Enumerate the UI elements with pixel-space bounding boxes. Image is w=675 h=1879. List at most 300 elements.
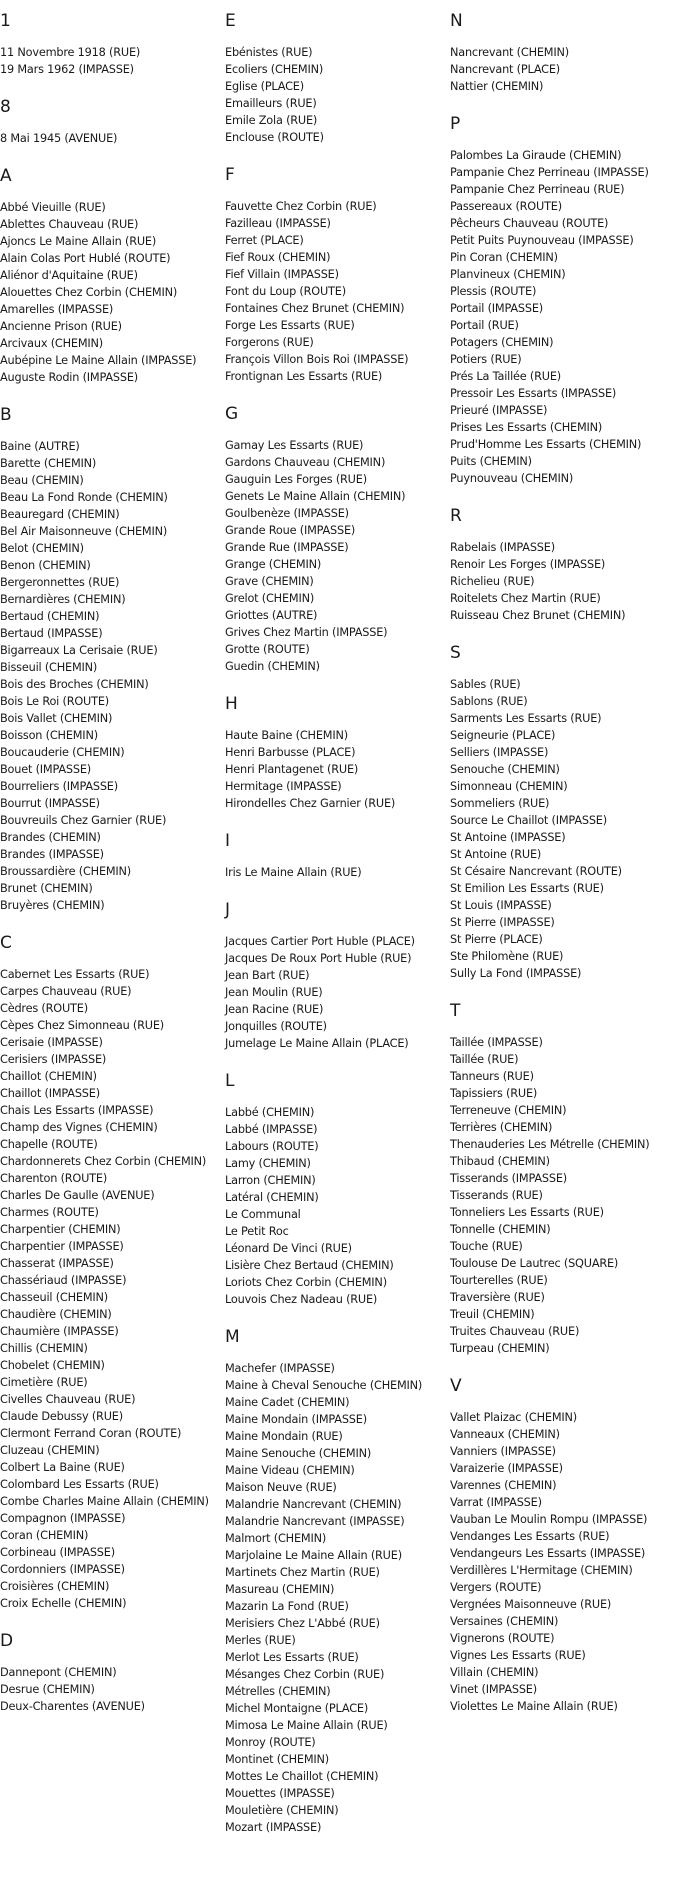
street-entry: Fief Roux (CHEMIN): [225, 251, 331, 264]
street-entry: Eglise (PLACE): [225, 80, 304, 93]
section-letter-heading: L: [225, 1071, 235, 1091]
street-entry: Auguste Rodin (IMPASSE): [0, 371, 138, 384]
street-entry: Versaines (CHEMIN): [450, 1615, 559, 1628]
street-entry: Bertaud (CHEMIN): [0, 610, 100, 623]
street-entry: Jean Racine (RUE): [225, 1003, 324, 1016]
street-list: [450, 1034, 675, 1357]
street-entry: Cerisaie (IMPASSE): [0, 1036, 103, 1049]
street-entry: Cluzeau (CHEMIN): [0, 1444, 100, 1457]
street-entry: Grange (CHEMIN): [225, 558, 322, 571]
street-entry: Brandes (IMPASSE): [0, 848, 104, 861]
street-entry: Desrue (CHEMIN): [0, 1683, 95, 1696]
street-entry: Maine Mondain (IMPASSE): [225, 1413, 367, 1426]
street-entry: Fauvette Chez Corbin (RUE): [225, 200, 377, 213]
street-entry: Gauguin Les Forges (RUE): [225, 473, 367, 486]
street-entry: Jacques De Roux Port Huble (RUE): [225, 952, 412, 965]
street-entry: Chardonnerets Chez Corbin (CHEMIN): [0, 1155, 207, 1168]
street-entry: Prieuré (IMPASSE): [450, 404, 548, 417]
street-entry: Planvineux (CHEMIN): [450, 268, 566, 281]
street-entry: Touche (RUE): [450, 1240, 523, 1253]
street-entry: Mésanges Chez Corbin (RUE): [225, 1668, 385, 1681]
street-entry: Fazilleau (IMPASSE): [225, 217, 331, 230]
street-entry: Pampanie Chez Perrineau (IMPASSE): [450, 166, 649, 179]
street-entry: Bisseuil (CHEMIN): [0, 661, 98, 674]
street-entry: Jean Bart (RUE): [225, 969, 310, 982]
street-entry: Civelles Chauveau (RUE): [0, 1393, 136, 1406]
street-list: [225, 1360, 447, 1836]
street-entry: Maine Mondain (RUE): [225, 1430, 343, 1443]
street-entry: Alouettes Chez Corbin (CHEMIN): [0, 286, 178, 299]
street-entry: Labbé (CHEMIN): [225, 1106, 315, 1119]
street-entry: Tisserands (IMPASSE): [450, 1172, 567, 1185]
section-letter-heading: D: [0, 1631, 14, 1651]
street-entry: Cimetière (RUE): [0, 1376, 88, 1389]
street-list: [0, 966, 222, 1612]
street-entry: Maine Cadet (CHEMIN): [225, 1396, 350, 1409]
street-entry: Charmes (ROUTE): [0, 1206, 99, 1219]
street-entry: Taillée (IMPASSE): [450, 1036, 543, 1049]
street-entry: Cordonniers (IMPASSE): [0, 1563, 125, 1576]
street-entry: Colombard Les Essarts (RUE): [0, 1478, 159, 1491]
street-entry: Chais Les Essarts (IMPASSE): [0, 1104, 154, 1117]
street-entry: Tonnelle (CHEMIN): [450, 1223, 551, 1236]
street-entry: Léonard De Vinci (RUE): [225, 1242, 352, 1255]
street-entry: Vendanges Les Essarts (RUE): [450, 1530, 610, 1543]
street-entry: Merles (RUE): [225, 1634, 296, 1647]
letter-section: [450, 505, 675, 624]
street-entry: Brandes (CHEMIN): [0, 831, 101, 844]
street-entry: Puits (CHEMIN): [450, 455, 532, 468]
street-entry: Varrat (IMPASSE): [450, 1496, 542, 1509]
street-list: [225, 44, 447, 146]
street-entry: Prés La Taillée (RUE): [450, 370, 561, 383]
street-entry: Carpes Chauveau (RUE): [0, 985, 132, 998]
street-entry: Grotte (ROUTE): [225, 643, 310, 656]
street-entry: Montinet (CHEMIN): [225, 1753, 329, 1766]
street-entry: Tanneurs (RUE): [450, 1070, 534, 1083]
street-entry: Mazarin La Fond (RUE): [225, 1600, 349, 1613]
street-entry: Grande Rue (IMPASSE): [225, 541, 349, 554]
street-entry: Masureau (CHEMIN): [225, 1583, 335, 1596]
street-entry: Champ des Vignes (CHEMIN): [0, 1121, 158, 1134]
street-entry: Rabelais (IMPASSE): [450, 541, 555, 554]
street-entry: Emile Zola (RUE): [225, 114, 318, 127]
street-entry: Broussardière (CHEMIN): [0, 865, 132, 878]
street-list: [225, 198, 447, 385]
street-entry: Charpentier (CHEMIN): [0, 1223, 121, 1236]
street-entry: Simonneau (CHEMIN): [450, 780, 568, 793]
street-entry: St Louis (IMPASSE): [450, 899, 552, 912]
street-list: [225, 1104, 447, 1308]
street-entry: Boucauderie (CHEMIN): [0, 746, 125, 759]
street-entry: Bel Air Maisonneuve (CHEMIN): [0, 525, 168, 538]
street-entry: Forge Les Essarts (RUE): [225, 319, 355, 332]
street-entry: Terrières (CHEMIN): [450, 1121, 553, 1134]
street-list: [0, 438, 222, 914]
section-letter-heading: E: [225, 11, 236, 31]
street-entry: Tonneliers Les Essarts (RUE): [450, 1206, 604, 1219]
street-entry: Richelieu (RUE): [450, 575, 535, 588]
street-entry: Chaumière (IMPASSE): [0, 1325, 119, 1338]
letter-section: [450, 1000, 675, 1357]
street-entry: Alain Colas Port Hublé (ROUTE): [0, 252, 171, 265]
street-entry: Marjolaine Le Maine Allain (RUE): [225, 1549, 402, 1562]
street-entry: Chasseuil (CHEMIN): [0, 1291, 108, 1304]
street-list: [225, 933, 447, 1052]
index-column-1: [0, 10, 222, 1733]
street-entry: 11 Novembre 1918 (RUE): [0, 46, 141, 59]
street-entry: Grande Roue (IMPASSE): [225, 524, 356, 537]
street-entry: Cèpes Chez Simonneau (RUE): [0, 1019, 164, 1032]
letter-section: [450, 1375, 675, 1715]
letter-section: [0, 96, 222, 147]
street-entry: Portail (IMPASSE): [450, 302, 543, 315]
street-entry: Plessis (ROUTE): [450, 285, 537, 298]
street-entry: Ablettes Chauveau (RUE): [0, 218, 139, 231]
street-entry: Lamy (CHEMIN): [225, 1157, 311, 1170]
street-entry: Villain (CHEMIN): [450, 1666, 539, 1679]
street-entry: St Antoine (IMPASSE): [450, 831, 566, 844]
street-list: [450, 44, 675, 95]
letter-section: [225, 1070, 447, 1308]
street-list: [0, 1664, 222, 1715]
street-entry: Bouet (IMPASSE): [0, 763, 91, 776]
index-column-2: [225, 10, 447, 1854]
street-entry: Iris Le Maine Allain (RUE): [225, 866, 362, 879]
street-entry: St Pierre (IMPASSE): [450, 916, 555, 929]
street-entry: Senouche (CHEMIN): [450, 763, 560, 776]
street-entry: Passereaux (ROUTE): [450, 200, 562, 213]
street-entry: Nancrevant (CHEMIN): [450, 46, 569, 59]
street-entry: Forgerons (RUE): [225, 336, 314, 349]
street-entry: Boisson (CHEMIN): [0, 729, 98, 742]
index-column-3: [450, 10, 675, 1733]
letter-section: [225, 164, 447, 385]
street-list: [0, 44, 222, 78]
street-entry: Maine Senouche (CHEMIN): [225, 1447, 372, 1460]
street-entry: Prises Les Essarts (CHEMIN): [450, 421, 603, 434]
section-letter-heading: S: [450, 643, 461, 663]
street-entry: Jean Moulin (RUE): [225, 986, 323, 999]
street-entry: Pêcheurs Chauveau (ROUTE): [450, 217, 609, 230]
street-entry: St Pierre (PLACE): [450, 933, 543, 946]
street-entry: Gamay Les Essarts (RUE): [225, 439, 364, 452]
street-entry: Griottes (AUTRE): [225, 609, 318, 622]
street-entry: Sommeliers (RUE): [450, 797, 550, 810]
street-entry: Chaillot (IMPASSE): [0, 1087, 100, 1100]
street-entry: Malandrie Nancrevant (IMPASSE): [225, 1515, 405, 1528]
street-entry: Ebénistes (RUE): [225, 46, 313, 59]
street-entry: Monroy (ROUTE): [225, 1736, 316, 1749]
street-entry: Belot (CHEMIN): [0, 542, 84, 555]
street-entry: Charles De Gaulle (AVENUE): [0, 1189, 155, 1202]
street-entry: Guedin (CHEMIN): [225, 660, 320, 673]
street-entry: Ferret (PLACE): [225, 234, 304, 247]
street-entry: St Antoine (RUE): [450, 848, 542, 861]
street-entry: Henri Plantagenet (RUE): [225, 763, 359, 776]
street-entry: Colbert La Baine (RUE): [0, 1461, 125, 1474]
street-entry: Toulouse De Lautrec (SQUARE): [450, 1257, 619, 1270]
street-entry: Renoir Les Forges (IMPASSE): [450, 558, 606, 571]
street-entry: Charenton (ROUTE): [0, 1172, 108, 1185]
street-entry: Bruyères (CHEMIN): [0, 899, 105, 912]
street-entry: Pampanie Chez Perrineau (RUE): [450, 183, 625, 196]
street-entry: Potiers (RUE): [450, 353, 522, 366]
street-entry: Ste Philomène (RUE): [450, 950, 564, 963]
street-entry: Tapissiers (RUE): [450, 1087, 538, 1100]
street-entry: Clermont Ferrand Coran (ROUTE): [0, 1427, 182, 1440]
section-letter-heading: F: [225, 165, 235, 185]
street-entry: Aubépine Le Maine Allain (IMPASSE): [0, 354, 197, 367]
section-letter-heading: H: [225, 694, 238, 714]
street-entry: Haute Baine (CHEMIN): [225, 729, 348, 742]
street-entry: Potagers (CHEMIN): [450, 336, 554, 349]
street-entry: Bourreliers (IMPASSE): [0, 780, 118, 793]
street-entry: Chapelle (ROUTE): [0, 1138, 98, 1151]
street-entry: Chassériaud (IMPASSE): [0, 1274, 127, 1287]
section-letter-heading: 8: [0, 97, 11, 117]
street-entry: Michel Montaigne (PLACE): [225, 1702, 369, 1715]
letter-section: [450, 113, 675, 487]
street-entry: Sables (RUE): [450, 678, 521, 691]
street-entry: Thibaud (CHEMIN): [450, 1155, 550, 1168]
street-entry: Larron (CHEMIN): [225, 1174, 316, 1187]
street-entry: Frontignan Les Essarts (RUE): [225, 370, 383, 383]
street-entry: Mouettes (IMPASSE): [225, 1787, 335, 1800]
street-entry: Ruisseau Chez Brunet (CHEMIN): [450, 609, 626, 622]
street-entry: Le Petit Roc: [225, 1225, 289, 1238]
street-entry: Maison Neuve (RUE): [225, 1481, 337, 1494]
street-entry: Benon (CHEMIN): [0, 559, 91, 572]
street-list: [450, 539, 675, 624]
street-entry: Martinets Chez Martin (RUE): [225, 1566, 380, 1579]
street-entry: Turpeau (CHEMIN): [450, 1342, 550, 1355]
street-entry: Chillis (CHEMIN): [0, 1342, 88, 1355]
street-entry: Arcivaux (CHEMIN): [0, 337, 103, 350]
section-letter-heading: M: [225, 1327, 240, 1347]
street-entry: Lisière Chez Bertaud (CHEMIN): [225, 1259, 394, 1272]
street-list: [0, 130, 222, 147]
street-entry: Sablons (RUE): [450, 695, 528, 708]
street-entry: Merisiers Chez L'Abbé (RUE): [225, 1617, 380, 1630]
street-entry: Corbineau (IMPASSE): [0, 1546, 115, 1559]
street-entry: Abbé Vieuille (RUE): [0, 201, 106, 214]
street-entry: Petit Puits Puynouveau (IMPASSE): [450, 234, 634, 247]
street-entry: Ancienne Prison (RUE): [0, 320, 122, 333]
street-entry: Mottes Le Chaillot (CHEMIN): [225, 1770, 379, 1783]
street-entry: Sully La Fond (IMPASSE): [450, 967, 582, 980]
letter-section: [225, 693, 447, 812]
street-entry: Jonquilles (ROUTE): [225, 1020, 327, 1033]
street-entry: Aliénor d'Aquitaine (RUE): [0, 269, 138, 282]
street-entry: Barette (CHEMIN): [0, 457, 97, 470]
street-entry: Cabernet Les Essarts (RUE): [0, 968, 150, 981]
street-entry: Violettes Le Maine Allain (RUE): [450, 1700, 618, 1713]
section-letter-heading: C: [0, 933, 12, 953]
street-entry: Amarelles (IMPASSE): [0, 303, 114, 316]
street-entry: Bigarreaux La Cerisaie (RUE): [0, 644, 158, 657]
street-entry: Vergnées Maisonneuve (RUE): [450, 1598, 612, 1611]
street-entry: Emailleurs (RUE): [225, 97, 317, 110]
street-entry: Font du Loup (ROUTE): [225, 285, 346, 298]
section-letter-heading: T: [450, 1001, 461, 1021]
street-entry: Maine à Cheval Senouche (CHEMIN): [225, 1379, 423, 1392]
street-list: [450, 1409, 675, 1715]
street-entry: Cerisiers (IMPASSE): [0, 1053, 107, 1066]
street-entry: Nancrevant (PLACE): [450, 63, 561, 76]
street-entry: Hermitage (IMPASSE): [225, 780, 342, 793]
street-entry: Chasserat (IMPASSE): [0, 1257, 114, 1270]
street-entry: Grave (CHEMIN): [225, 575, 314, 588]
street-entry: Genets Le Maine Allain (CHEMIN): [225, 490, 406, 503]
street-entry: Sarments Les Essarts (RUE): [450, 712, 602, 725]
street-entry: Vallet Plaizac (CHEMIN): [450, 1411, 577, 1424]
street-entry: Prud'Homme Les Essarts (CHEMIN): [450, 438, 642, 451]
street-entry: Machefer (IMPASSE): [225, 1362, 335, 1375]
street-entry: Ecoliers (CHEMIN): [225, 63, 324, 76]
street-entry: Charpentier (IMPASSE): [0, 1240, 124, 1253]
section-letter-heading: A: [0, 166, 12, 186]
letter-section: [0, 10, 222, 78]
letter-section: [225, 10, 447, 146]
section-letter-heading: N: [450, 11, 463, 31]
street-entry: Mimosa Le Maine Allain (RUE): [225, 1719, 388, 1732]
street-entry: Mouletière (CHEMIN): [225, 1804, 339, 1817]
street-entry: Palombes La Giraude (CHEMIN): [450, 149, 622, 162]
street-entry: Taillée (RUE): [450, 1053, 519, 1066]
street-entry: Puynouveau (CHEMIN): [450, 472, 574, 485]
street-entry: Merlot Les Essarts (RUE): [225, 1651, 359, 1664]
section-letter-heading: G: [225, 404, 239, 424]
street-entry: Grelot (CHEMIN): [225, 592, 315, 605]
street-entry: Baine (AUTRE): [0, 440, 80, 453]
street-entry: Portail (RUE): [450, 319, 519, 332]
street-entry: Beauregard (CHEMIN): [0, 508, 120, 521]
street-entry: Louvois Chez Nadeau (RUE): [225, 1293, 378, 1306]
street-entry: Chobelet (CHEMIN): [0, 1359, 105, 1372]
street-entry: Bergeronnettes (RUE): [0, 576, 120, 589]
street-entry: Treuil (CHEMIN): [450, 1308, 535, 1321]
street-entry: Terreneuve (CHEMIN): [450, 1104, 567, 1117]
street-entry: Jacques Cartier Port Huble (PLACE): [225, 935, 415, 948]
street-entry: Malmort (CHEMIN): [225, 1532, 327, 1545]
street-entry: Le Communal: [225, 1208, 301, 1221]
street-list: [450, 147, 675, 487]
section-letter-heading: V: [450, 1376, 462, 1396]
letter-section: [0, 932, 222, 1612]
street-entry: 8 Mai 1945 (AVENUE): [0, 132, 118, 145]
street-entry: Bois des Broches (CHEMIN): [0, 678, 149, 691]
street-entry: Deux-Charentes (AVENUE): [0, 1700, 145, 1713]
letter-section: [450, 642, 675, 982]
street-entry: Traversière (RUE): [450, 1291, 545, 1304]
street-entry: Bernardières (CHEMIN): [0, 593, 126, 606]
street-entry: Croix Echelle (CHEMIN): [0, 1597, 127, 1610]
street-entry: Latéral (CHEMIN): [225, 1191, 319, 1204]
street-entry: François Villon Bois Roi (IMPASSE): [225, 353, 409, 366]
street-list: [225, 864, 447, 881]
street-entry: Bourrut (IMPASSE): [0, 797, 100, 810]
letter-section: [225, 899, 447, 1052]
street-entry: 19 Mars 1962 (IMPASSE): [0, 63, 134, 76]
street-entry: Vergers (ROUTE): [450, 1581, 542, 1594]
street-entry: Verdillères L'Hermitage (CHEMIN): [450, 1564, 633, 1577]
street-entry: Ajoncs Le Maine Allain (RUE): [0, 235, 157, 248]
street-entry: Croisières (CHEMIN): [0, 1580, 110, 1593]
street-entry: Mozart (IMPASSE): [225, 1821, 322, 1834]
street-entry: Fontaines Chez Brunet (CHEMIN): [225, 302, 405, 315]
section-letter-heading: R: [450, 506, 462, 526]
section-letter-heading: 1: [0, 11, 11, 31]
street-entry: Truites Chauveau (RUE): [450, 1325, 580, 1338]
letter-section: [0, 404, 222, 914]
street-entry: Métrelles (CHEMIN): [225, 1685, 331, 1698]
street-entry: Henri Barbusse (PLACE): [225, 746, 356, 759]
street-entry: Bois Le Roi (ROUTE): [0, 695, 109, 708]
street-entry: Bois Vallet (CHEMIN): [0, 712, 113, 725]
street-entry: Gardons Chauveau (CHEMIN): [225, 456, 386, 469]
street-entry: Tourterelles (RUE): [450, 1274, 548, 1287]
street-entry: Coran (CHEMIN): [0, 1529, 89, 1542]
street-entry: Roitelets Chez Martin (RUE): [450, 592, 601, 605]
street-entry: Vendangeurs Les Essarts (IMPASSE): [450, 1547, 646, 1560]
street-entry: Claude Debussy (RUE): [0, 1410, 123, 1423]
street-entry: Jumelage Le Maine Allain (PLACE): [225, 1037, 409, 1050]
street-list: [225, 437, 447, 675]
street-entry: Vanneaux (CHEMIN): [450, 1428, 560, 1441]
street-entry: Varaizerie (IMPASSE): [450, 1462, 563, 1475]
street-entry: Brunet (CHEMIN): [0, 882, 93, 895]
street-entry: Chaillot (CHEMIN): [0, 1070, 97, 1083]
street-list: [0, 199, 222, 386]
section-letter-heading: J: [225, 900, 231, 920]
street-entry: Nattier (CHEMIN): [450, 80, 544, 93]
street-entry: Varennes (CHEMIN): [450, 1479, 557, 1492]
street-entry: Beau (CHEMIN): [0, 474, 84, 487]
street-entry: Labbé (IMPASSE): [225, 1123, 318, 1136]
street-entry: Loriots Chez Corbin (CHEMIN): [225, 1276, 387, 1289]
street-entry: Selliers (IMPASSE): [450, 746, 549, 759]
section-letter-heading: P: [450, 114, 461, 134]
street-entry: Fief Villain (IMPASSE): [225, 268, 339, 281]
street-entry: Bouvreuils Chez Garnier (RUE): [0, 814, 167, 827]
street-entry: Combe Charles Maine Allain (CHEMIN): [0, 1495, 209, 1508]
street-entry: Tisserands (RUE): [450, 1189, 543, 1202]
street-entry: Pressoir Les Essarts (IMPASSE): [450, 387, 617, 400]
street-entry: Labours (ROUTE): [225, 1140, 319, 1153]
street-entry: Compagnon (IMPASSE): [0, 1512, 126, 1525]
street-entry: Bertaud (IMPASSE): [0, 627, 103, 640]
letter-section: [450, 10, 675, 95]
section-letter-heading: B: [0, 405, 12, 425]
street-entry: Dannepont (CHEMIN): [0, 1666, 117, 1679]
section-letter-heading: I: [225, 831, 231, 851]
street-list: [225, 727, 447, 812]
street-entry: Vignes Les Essarts (RUE): [450, 1649, 586, 1662]
letter-section: [225, 403, 447, 675]
street-entry: Maine Videau (CHEMIN): [225, 1464, 355, 1477]
street-entry: Pin Coran (CHEMIN): [450, 251, 558, 264]
street-entry: Cèdres (ROUTE): [0, 1002, 88, 1015]
street-entry: Chaudière (CHEMIN): [0, 1308, 112, 1321]
street-entry: Vignerons (ROUTE): [450, 1632, 555, 1645]
street-list: [450, 676, 675, 982]
street-entry: Vauban Le Moulin Rompu (IMPASSE): [450, 1513, 648, 1526]
letter-section: [0, 165, 222, 386]
letter-section: [225, 1326, 447, 1836]
street-entry: St Emilion Les Essarts (RUE): [450, 882, 604, 895]
street-entry: Vinet (IMPASSE): [450, 1683, 537, 1696]
